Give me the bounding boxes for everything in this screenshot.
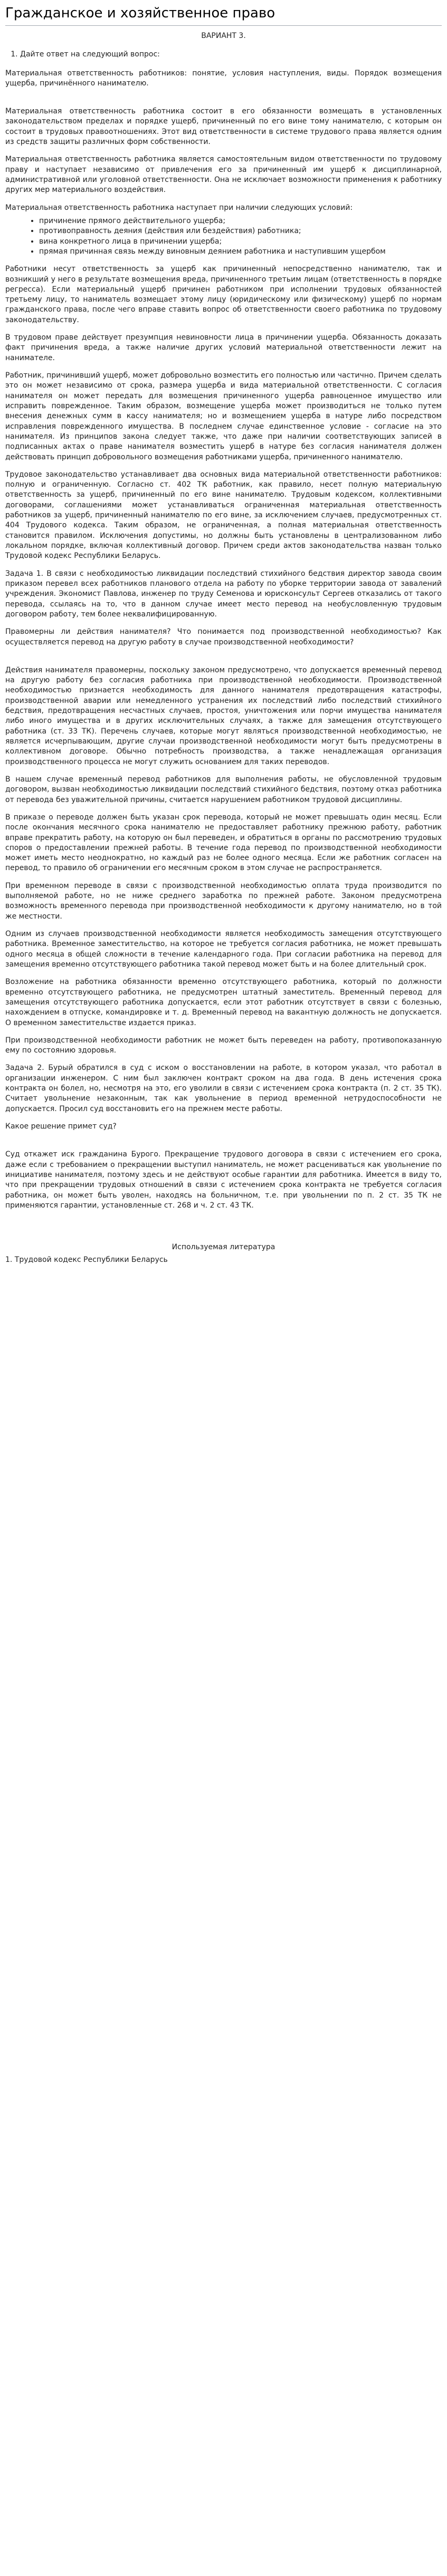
paragraph: При временном переводе в связи с производственной необходимостью оплата труда производится по выполняемой работе, но не ниже среднего заработка по прежней работе. Законом предусмотрена возможность временного перевода при производственной необходимости к другому нанимателю, но в той же местности.: [5, 881, 442, 921]
task-1-question: Правомерны ли действия нанимателя? Что понимается под производственной необходимостью? Как осуществляется перевод на другую работу в случае производственной необходимости?: [5, 628, 442, 647]
list-item: • причинение прямого действительного ущерба;: [39, 216, 442, 226]
conditions-list: [5, 216, 442, 257]
task-item: 1. Дайте ответ на следующий вопрос:: [20, 50, 442, 60]
list-item: • противоправность деяния (действия или бездействия) работника;: [39, 226, 442, 236]
paragraph: Работники несут ответственность за ущерб как причиненный непосредственно нанимателю, так и возникший у него в результате возмещения вреда, причиненного третьим лицам (ответственность в порядке регресса). Если материальный ущерб причинен работником при исполнении трудовых обязанностей третьему лицу, то наниматель возмещает этому лицу (юридическому или физическому) ущерб по нормам гражданского права, после чего вправе ставить вопрос об ответственности своего работника по трудовому законодательству.: [5, 265, 442, 324]
paragraph: Материальная ответственность работника является самостоятельным видом ответственности по трудовому праву и наступает независимо от привлечения его за причиненный им ущерб к дисциплинарной, административной или уголовной ответственности. Она не исключает возможности применения к работнику других мер материального воздействия.: [5, 155, 442, 195]
list-item: • прямая причинная связь между виновным деянием работника и наступившим ущербом: [39, 247, 442, 257]
question-text: Материальная ответственность работников: понятие, условия наступления, виды. Порядок возмещения ущерба, причинённого нанимателю.: [5, 69, 442, 88]
paragraph: При производственной необходимости работник не может быть переведен на работу, противопоказанную ему по состоянию здоровья.: [5, 1036, 442, 1055]
paragraph: Суд откажет иск гражданина Бурого. Прекращение трудового договора в связи с истечением его срока, даже если с требованием о прекращении выступил наниматель, не может расцениваться как увольнение по инициативе нанимателя, поэтому здесь и не действуют особые гарантии для работника. Имеется в виду то, что при прекращении трудовых отношений в связи с истечением срока контракта не требуется согласия работника, он может быть уволен, находясь на больничном, т.е. при увольнении по п. 2 ст. 35 ТК не применяются гарантии, установленные ст. 268 и ч. 2 ст. 43 ТК.: [5, 1150, 442, 1210]
document-page: [0, 0, 447, 1281]
literature-item: 1. Трудовой кодекс Республики Беларусь: [5, 1255, 168, 1264]
paragraph: Материальная ответственность работника состоит в его обязанности возмещать в установленных законодательством пределах и порядке ущерб, причиненный по его вине тому нанимателю, с которым он состоит в трудовых правоотношениях. Этот вид ответственности в системе трудового права является одним из средств защиты различных форм собственности.: [5, 107, 442, 147]
task-2-question: Какое решение примет суд?: [5, 1122, 117, 1131]
task-2-text: Задача 2. Бурый обратился в суд с иском о восстановлении на работе, в котором указал, что работал в организации инженером. С ним был заключен контракт сроком на два года. В день истечения срока контракта он болел, но, несмотря на это, его уволили в связи с истечением срока контракта (п. 2 ст. 35 ТК). Считает увольнение незаконным, так как увольнение в период временной нетрудоспособности не допускается. Просил суд восстановить его на прежнем месте работы.: [5, 1064, 442, 1113]
paragraph: В приказе о переводе должен быть указан срок перевода, который не может превышать один месяц. Если после окончания месячного срока нанимателю не предоставляет работнику прежнюю работу, работник вправе прекратить работу, на которую он был переведен, и обратиться в органы по рассмотрению трудовых споров о предоставлении прежней работы. В течение года перевод по производственной необходимости может иметь место неоднократно, но каждый раз не более одного месяца. Если же работник согласен на перевод, то правило об ограничении его месячным сроком в этом случае не распространяется.: [5, 813, 442, 873]
page-title: Гражданское и хозяйственное право: [5, 4, 442, 26]
paragraph: Действия нанимателя правомерны, поскольку законом предусмотрено, что допускается временный перевод на другую работу без согласия работника при производственной необходимости. Производственной необходимостью признается необходимость для данного нанимателя предотвращения катастрофы, производственной аварии или немедленного устранения их последствий либо последствий стихийного бедствия, предотвращения несчастных случаев, простоя, уничтожения или порчи имущества нанимателя либо иного имущества и в других исключительных случаях, а также для замещения отсутствующего работника (ст. 33 ТК). Перечень случаев, которые могут являться производственной необходимостью, не является исчерпывающим, другие случаи производственной необходимости могут быть предусмотрены в коллективном договоре. Обычно потребность производства, а также ненадлежащая организация производственного процесса не могут служить основанием для таких переводов.: [5, 665, 442, 766]
paragraph: Возложение на работника обязанности временно отсутствующего работника, который по должности временно отсутствующего работника, не предусмотрен штатный заместитель. Временный перевод для замещения отсутствующего работника допускается, если этот работник отсутствует в связи с болезнью, нахождением в отпуске, командировке и т. д. Временный перевод на вакантную должность не допускается. О временном заместительстве издается приказ.: [5, 978, 442, 1027]
variant-label: ВАРИАНТ 3.: [201, 31, 246, 40]
paragraph: Трудовое законодательство устанавливает два основных вида материальной ответственности работников: полную и ограниченную. Согласно ст. 402 ТК работник, как правило, несет полную материальную ответственность за ущерб, причиненный по его вине нанимателю. Трудовым кодексом, коллективными договорами, соглашениями может устанавливаться ограниченная материальная ответственность работников за ущерб, причиненный нанимателю по его вине, за исключением случаев, предусмотренных ст. 404 Трудового кодекса. Таким образом, не ограниченная, а полная материальная ответственность становится правилом. Исключения допустимы, но должны быть установлены в централизованном либо локальном порядке, включая коллективный договор. Причем среди актов законодательства назван только Трудовой кодекс Республики Беларусь.: [5, 470, 442, 561]
task-1-text: Задача 1. В связи с необходимостью ликвидации последствий стихийного бедствия директор завода своим приказом перевел всех работников планового отдела на работу по уборке территории завода от завалений учреждения. Экономист Павлова, инженер по труду Семенова и юрисконсульт Сергеев отказались от такого перевода, ссылаясь на то, что в данном случае имеет место перевод на необусловленную трудовым договором работу, тем более неквалифицированную.: [5, 569, 442, 619]
paragraph: В трудовом праве действует презумпция невиновности лица в причинении ущерба. Обязанность доказать факт причинения вреда, а также наличие других условий материальной ответственности лежит на нанимателе.: [5, 333, 442, 362]
list-item: • вина конкретного лица в причинении ущерба;: [39, 237, 442, 247]
paragraph: В нашем случае временный перевод работников для выполнения работы, не обусловленной трудовым договором, вызван необходимостью ликвидации последствий стихийного бедствия, поэтому отказ работника от перевода без уважительной причины, считается нарушением работником трудовой дисциплины.: [5, 775, 442, 804]
paragraph: Одним из случаев производственной необходимости является необходимость замещения отсутствующего работника. Временное заместительство, на которое не требуется согласия работника, не может превышать одного месяца в общей сложности в течение календарного года. При согласии работника на перевод для замещения временно отсутствующего работника такой перевод может быть и на более длительный срок.: [5, 930, 442, 969]
task-list: [5, 50, 442, 60]
paragraph: Работник, причинивший ущерб, может добровольно возместить его полностью или частично. Причем сделать это он может независимо от срока, размера ущерба и вида материальной ответственности. С согласия нанимателя он может передать для возмещения причиненного ущерба равноценное имущество или исправить поврежденное. Таким образом, возмещение ущерба может производиться не только путем внесения денежных сумм в кассу нанимателя; но и возмещением ущерба в натуре либо посредством исправления поврежденного имущества. В последнем случае единственное условие - согласие на это нанимателя. Из принципов закона следует также, что даже при наличии соответствующих записей в подписанных актах о праве нанимателя возместить ущерб в натуре без согласия нанимателя должен действовать принцип добровольного возмещения работниками ущерба, причиненного нанимателю.: [5, 371, 442, 461]
literature-title: Используемая литература: [172, 1243, 275, 1252]
paragraph: Материальная ответственность работника наступает при наличии следующих условий:: [5, 203, 353, 212]
